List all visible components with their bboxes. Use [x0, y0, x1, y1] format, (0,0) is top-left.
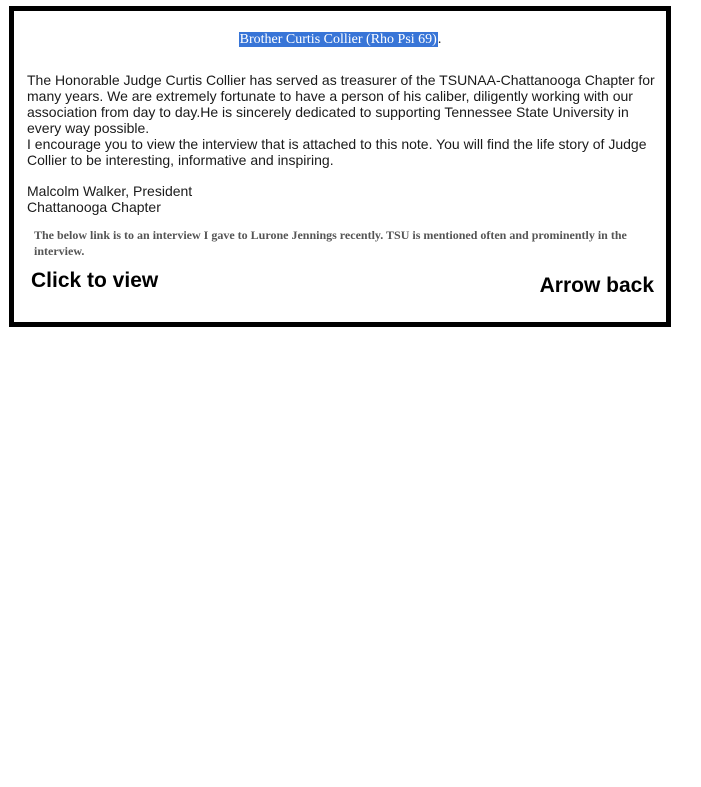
- signature-chapter: Chattanooga Chapter: [27, 199, 161, 215]
- arrow-back-link[interactable]: Arrow back: [539, 274, 654, 297]
- interview-note: The below link is to an interview I gave to Lurone Jennings recently. TSU is mentioned often and prominently in the interview.: [34, 228, 627, 258]
- body-paragraph-2: I encourage you to view the interview that is attached to this note. You will find the life story of Judge Collier to be interesting, informative and inspiring.: [27, 136, 647, 168]
- body-paragraph-1: The Honorable Judge Curtis Collier has served as treasurer of the TSUNAA-Chattanooga Chapter for many years. We are extremely fortunate to have a person of his caliber, diligently working with our association from day to day.He is sincerely dedicated to supporting Tennessee State University in every way possible.: [27, 72, 655, 136]
- content-frame: [9, 6, 671, 327]
- body-text: [27, 72, 659, 168]
- title-suffix: .: [437, 32, 442, 47]
- page-title: [14, 31, 666, 48]
- signature-block: [27, 183, 192, 215]
- selected-title-text[interactable]: Brother Curtis Collier (Rho Psi 69): [239, 32, 437, 47]
- signature-name: Malcolm Walker, President: [27, 183, 193, 199]
- click-to-view-link[interactable]: Click to view: [31, 269, 159, 292]
